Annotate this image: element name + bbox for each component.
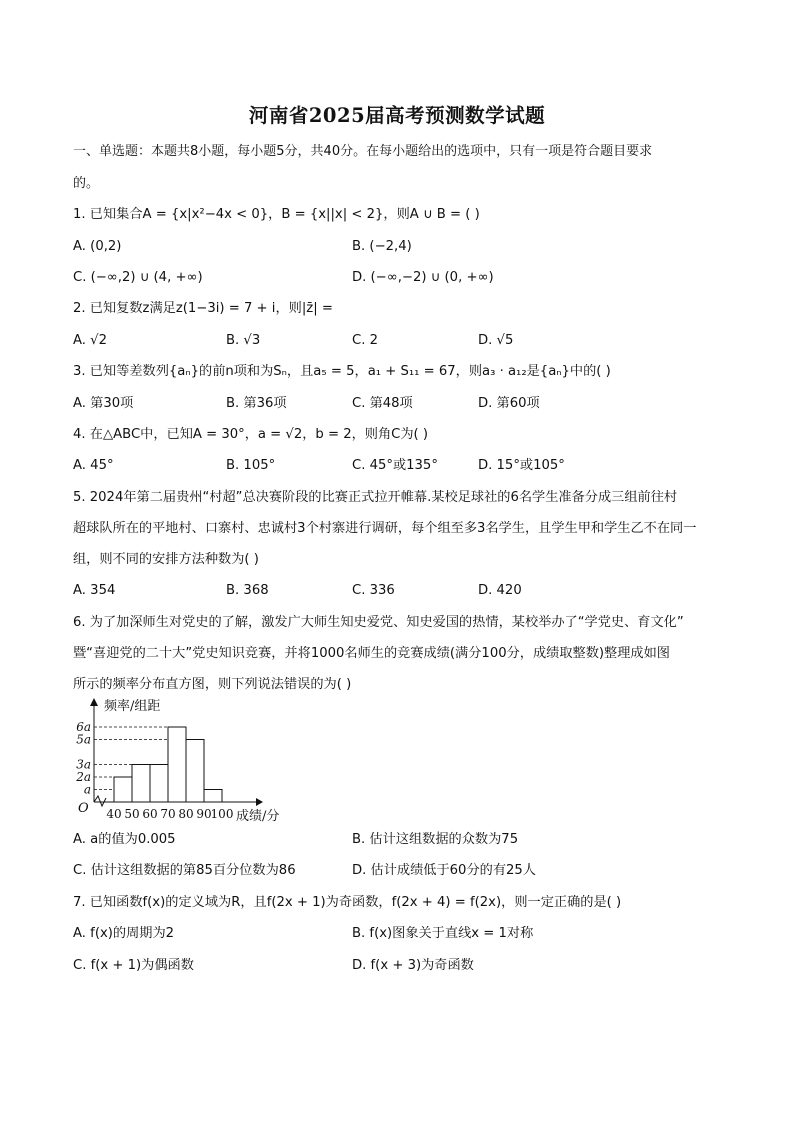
x-tick-label: 70 <box>160 807 176 821</box>
q5-option-a: A. 354 <box>73 583 116 598</box>
y-tick-label: 3a <box>76 757 91 772</box>
q6-option-c: C. 估计这组数据的第85百分位数为86 <box>73 863 296 878</box>
x-axis-arrow-icon <box>256 798 263 806</box>
y-axis-arrow-icon <box>90 698 98 706</box>
section-instruction-line-2: 的。 <box>73 176 100 191</box>
x-tick-label: 90 <box>196 807 212 821</box>
q6-option-d: D. 估计成绩低于60分的有25人 <box>352 863 536 878</box>
q5-option-c: C. 336 <box>352 583 395 598</box>
histogram-bar-40-50 <box>114 777 132 802</box>
question-5-line-1: 5. 2024年第二届贵州“村超”总决赛阶段的比赛正式拉开帷幕.某校足球社的6名学生准备分成三组前往村 <box>73 490 678 505</box>
question-6-line-3: 所示的频率分布直方图，则下列说法错误的为( ) <box>73 677 352 692</box>
q4-option-d: D. 15°或105° <box>478 458 565 473</box>
question-1-stem: 1. 已知集合A = {x|x²−4x < 0}，B = {x||x| < 2}，则A ∪ B = ( ) <box>73 207 480 222</box>
q1-option-d: D. (−∞,−2) ∪ (0, +∞) <box>352 270 494 285</box>
question-7-stem: 7. 已知函数f(x)的定义域为R，且f(2x + 1)为奇函数，f(2x + 4) = f(2x)，则一定正确的是( ) <box>73 895 622 910</box>
question-6-line-2: 暨“喜迎党的二十大”党史知识竞赛，并将1000名师生的竞赛成绩(满分100分，成绩取整数)整理成如图 <box>73 646 670 661</box>
q7-option-b: B. f(x)图象关于直线x = 1对称 <box>352 926 534 941</box>
q3-option-a: A. 第30项 <box>73 396 134 411</box>
q4-option-b: B. 105° <box>226 458 276 473</box>
histogram-x-axis-title: 成绩/分 <box>236 809 280 824</box>
y-tick-label: 5a <box>76 732 91 747</box>
frequency-histogram <box>70 696 300 826</box>
x-tick-label: 80 <box>178 807 194 821</box>
section-instruction-line-1: 一、单选题：本题共8小题，每小题5分，共40分。在每小题给出的选项中，只有一项是符合题目要求 <box>73 144 653 159</box>
q7-option-c: C. f(x + 1)为偶函数 <box>73 958 194 973</box>
q1-option-c: C. (−∞,2) ∪ (4, +∞) <box>73 270 203 285</box>
q5-option-d: D. 420 <box>478 583 522 598</box>
exam-title: 河南省2025届高考预测数学试题 <box>248 104 546 127</box>
histogram-x-tick-labels <box>106 807 233 821</box>
q1-option-b: B. (−2,4) <box>352 239 412 254</box>
histogram-bar-80-90 <box>186 740 204 803</box>
q1-option-a: A. (0,2) <box>73 239 122 254</box>
q6-option-a: A. a的值为0.005 <box>73 832 176 847</box>
q6-option-b: B. 估计这组数据的众数为75 <box>352 832 519 847</box>
axis-break-icon <box>94 796 106 806</box>
question-3-stem: 3. 已知等差数列{aₙ}的前n项和为Sₙ，且a₅ = 5，a₁ + S₁₁ = 67，则a₃ · a₁₂是{aₙ}中的( ) <box>73 364 611 379</box>
q7-option-d: D. f(x + 3)为奇函数 <box>352 958 474 973</box>
q4-option-c: C. 45°或135° <box>352 458 438 473</box>
histogram-bar-90-100 <box>204 790 222 803</box>
y-tick-label: a <box>83 782 91 797</box>
q3-option-d: D. 第60项 <box>478 396 540 411</box>
y-tick-label: 6a <box>76 720 91 734</box>
question-4-stem: 4. 在△ABC中，已知A = 30°，a = √2，b = 2，则角C为( ) <box>73 427 429 442</box>
x-tick-label: 60 <box>142 807 158 821</box>
q2-option-c: C. 2 <box>352 333 378 348</box>
histogram-bar-50-60 <box>132 765 150 803</box>
q5-option-b: B. 368 <box>226 583 269 598</box>
q2-option-b: B. √3 <box>226 333 261 348</box>
question-2-stem: 2. 已知复数z满足z(1−3i) = 7 + i，则|z̄| = <box>73 301 333 316</box>
x-tick-label: 50 <box>124 807 140 821</box>
q2-option-a: A. √2 <box>73 333 107 348</box>
question-5-line-2: 超球队所在的平地村、口寨村、忠诚村3个村寨进行调研，每个组至多3名学生，且学生甲和学生乙不在同一 <box>73 521 697 536</box>
q3-option-c: C. 第48项 <box>352 396 413 411</box>
q3-option-b: B. 第36项 <box>226 396 287 411</box>
y-tick-label: 2a <box>76 770 91 784</box>
question-5-line-3: 组，则不同的安排方法种数为( ) <box>73 552 259 567</box>
question-6-line-1: 6. 为了加深师生对党史的了解，激发广大师生知史爱党、知史爱国的热情，某校举办了“学党史、育文化” <box>73 615 684 630</box>
histogram-bar-60-70 <box>150 765 168 803</box>
x-tick-label: 40 <box>106 807 122 821</box>
histogram-bar-70-80 <box>168 727 186 802</box>
histogram-origin-label: O <box>78 801 89 816</box>
q2-option-d: D. √5 <box>478 333 514 348</box>
q4-option-a: A. 45° <box>73 458 114 473</box>
x-tick-label: 100 <box>210 807 234 821</box>
histogram-y-tick-labels <box>75 720 91 797</box>
histogram-y-axis-title: 频率/组距 <box>104 699 161 714</box>
q7-option-a: A. f(x)的周期为2 <box>73 926 175 941</box>
